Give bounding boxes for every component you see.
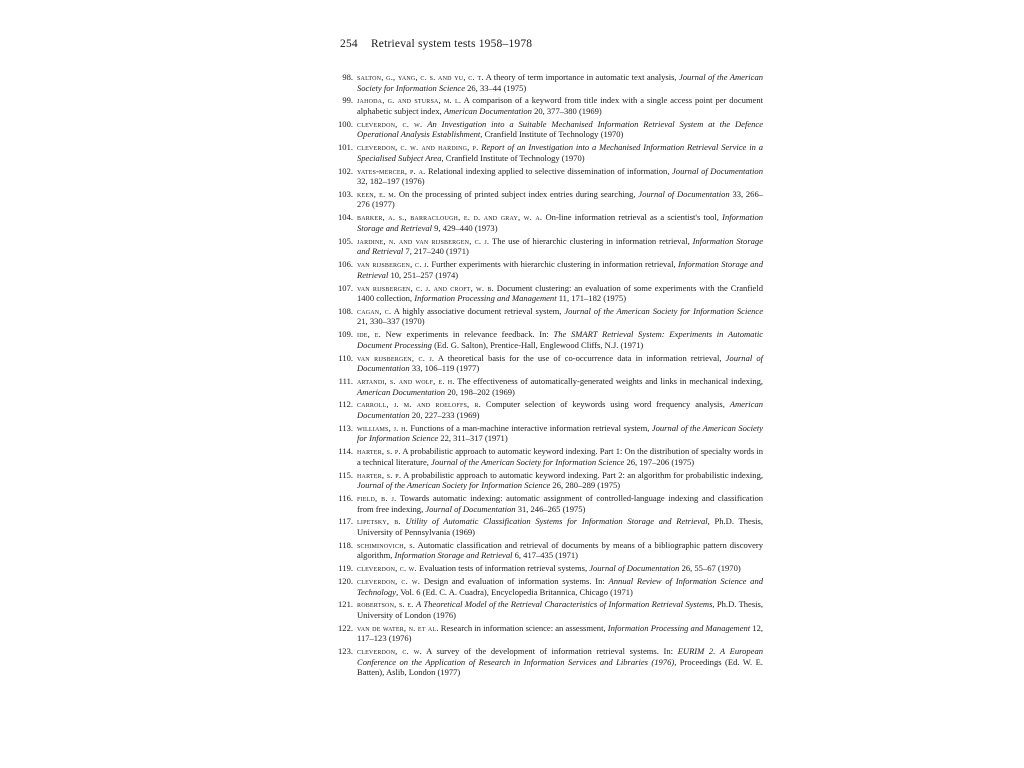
reference-source: Information Storage and Retrieval — [357, 235, 763, 257]
reference-text: Research in information science: an assessment, — [438, 622, 608, 633]
reference-text: A probabilistic approach to automatic keyword indexing. Part 1: On the distribution of specialty words in a technical literature, — [357, 446, 763, 467]
reference-text: A theoretical basis for the use of co-occurrence data in information retrieval, — [434, 352, 726, 363]
reference-authors: cleverdon, c. w. — [357, 118, 423, 129]
reference-text: Document clustering: an evaluation of some experiments with the Cranfield 1400 collection, — [357, 282, 763, 304]
reference-authors: artandi, s. and wolf, e. h. — [357, 376, 455, 387]
reference-details: 21, 330–337 (1970) — [357, 316, 425, 327]
reference-number: 116. — [338, 493, 353, 504]
reference-details: 9, 429–440 (1973) — [432, 222, 498, 233]
reference-number: 113. — [338, 422, 353, 433]
reference-number: 99. — [342, 95, 353, 106]
reference-source: A Theoretical Model of the Retrieval Characteristics of Information Retrieval Systems — [415, 599, 713, 610]
reference-source: Report of an Investigation into a Mechanised Information Retrieval Service in a Specialised Subject Area — [357, 142, 764, 163]
reference-number: 98. — [342, 72, 353, 82]
reference-text: On the processing of printed subject index entries during searching, — [396, 188, 639, 199]
reference-number: 111. — [338, 376, 353, 387]
reference-authors: cleverdon, c. w. — [357, 576, 421, 587]
reference-source: Utility of Automatic Classification Systems for Information Storage and Retrieval — [405, 516, 708, 527]
reference-entry — [331, 353, 763, 374]
reference-source: Journal of Documentation — [638, 188, 730, 199]
reference-details: 20, 198–202 (1969) — [445, 386, 515, 397]
reference-authors: cleverdon, c. w. — [357, 563, 417, 574]
reference-authors: van rijsbergen, c. j. and croft, w. b. — [357, 282, 494, 293]
reference-entry — [331, 259, 763, 280]
reference-authors: barker, a. s., barraclough, e. d. and gray, w. a. — [357, 212, 543, 223]
reference-entry — [331, 646, 763, 678]
reference-text: A theory of term importance in automatic text analysis, — [483, 72, 679, 82]
reference-authors: harter, s. p. — [357, 469, 402, 480]
reference-source: Information Storage and Retrieval — [357, 259, 763, 280]
reference-source: Journal of the American Society for Information Science — [357, 422, 763, 444]
reference-text: A survey of the development of information retrieval systems. In: — [421, 646, 678, 657]
reference-details: 26, 280–289 (1975) — [550, 480, 621, 491]
reference-authors: robertson, s. e. — [357, 599, 414, 610]
reference-authors: van rijsbergen, c. j. — [357, 259, 429, 270]
reference-entry — [331, 72, 763, 93]
reference-entry — [331, 470, 763, 491]
reference-entry — [331, 329, 763, 350]
reference-text: New experiments in relevance feedback. In: — [381, 329, 554, 340]
reference-details: , Proceedings (Ed. W. E. Batten), Aslib, London (1977) — [357, 656, 763, 678]
reference-text: Relational indexing applied to selective dissemination of information, — [425, 165, 672, 176]
reference-text: Evaluation tests of information retrieval systems, — [416, 563, 590, 574]
reference-source: Journal of the American Society for Information Science — [564, 305, 764, 316]
reference-authors: van de water, n. et al. — [357, 622, 439, 633]
reference-details: 10, 251–257 (1974) — [388, 269, 459, 280]
reference-text: Design and evaluation of information systems. In: — [420, 576, 609, 587]
reference-authors: van rijsbergen, c. j. — [357, 352, 435, 363]
reference-number: 100. — [338, 118, 353, 129]
reference-entry — [331, 142, 763, 163]
reference-entry — [331, 599, 763, 620]
reference-authors: carroll, j. m. and roeloffs, r. — [357, 399, 481, 410]
reference-number: 108. — [338, 305, 353, 316]
reference-text: Towards automatic indexing: automatic assignment of controlled-language indexing and classification from free indexing, — [357, 493, 763, 514]
reference-source: Journal of the American Society for Information Science — [357, 72, 763, 93]
reference-source: Information Storage and Retrieval — [357, 212, 763, 233]
reference-entry — [331, 95, 763, 116]
reference-entry — [331, 516, 763, 537]
reference-details: , Vol. 6 (Ed. C. A. Cuadra), Encyclopedia Britannica, Chicago (1971) — [396, 586, 633, 597]
reference-details: 12, 117–123 (1976) — [357, 622, 763, 644]
reference-details: 7, 217–240 (1971) — [403, 246, 469, 257]
reference-details: , Cranfield Institute of Technology (1970) — [480, 129, 624, 140]
reference-authors: cleverdon, c. w. — [357, 646, 422, 657]
reference-details: 20, 377–380 (1969) — [531, 105, 602, 116]
reference-entry — [331, 119, 763, 140]
reference-source: Journal of the American Society for Information Science — [431, 456, 625, 467]
reference-authors: jahoda, g. and stursa, m. l. — [357, 95, 462, 106]
reference-text: The effectiveness of automatically-generated weights and links in mechanical indexing, — [454, 376, 764, 387]
reference-number: 110. — [338, 352, 353, 363]
reference-authors: keen, e. m. — [357, 188, 397, 199]
reference-authors: cagan, c. — [357, 305, 392, 316]
reference-authors: harter, s. p. — [357, 446, 401, 457]
reference-entry — [331, 306, 763, 327]
reference-source: Journal of Documentation — [589, 563, 680, 574]
reference-source: An Investigation into a Suitable Mechanised Information Retrieval System at the Defence Operational Analysis Establishment — [357, 118, 763, 140]
reference-text: A probabilistic approach to automatic keyword indexing. Part 2: an algorithm for probabilistic indexing, — [401, 469, 763, 480]
reference-text: Automatic classification and retrieval of documents by means of a bibliographic pattern discovery algorithm, — [357, 539, 763, 561]
reference-source: Journal of the American Society for Information Science — [357, 480, 551, 491]
reference-entry — [331, 623, 763, 644]
reference-text: A highly associative document retrieval system, — [391, 305, 565, 316]
reference-entry — [331, 493, 763, 514]
reference-authors: williams, j. h. — [357, 422, 408, 433]
reference-authors: yates-mercer, p. a. — [357, 165, 426, 176]
reference-number: 119. — [338, 563, 353, 574]
reference-number: 105. — [338, 235, 353, 246]
reference-source: Information Processing and Management — [414, 293, 557, 304]
reference-details: , Ph.D. Thesis, University of London (1976) — [357, 599, 764, 620]
page-number: 254 — [340, 38, 358, 50]
reference-text: On-line information retrieval as a scientist's tool, — [542, 212, 723, 223]
reference-source: Information Processing and Management — [607, 622, 751, 633]
reference-text: The use of hierarchic clustering in information retrieval, — [489, 235, 693, 246]
reference-source: EURIM 2. A European Conference on the Application of Research in Information Services and Libraries (1976) — [357, 646, 763, 667]
reference-authors: jardine, n. and van rijsbergen, c. j. — [357, 235, 490, 246]
reference-authors: salton, g., yang, c. s. and yu, c. t. — [357, 72, 484, 82]
reference-authors: ide, e. — [357, 329, 382, 340]
running-head — [340, 38, 532, 50]
reference-details: 6, 417–435 (1971) — [512, 550, 579, 561]
reference-entry — [331, 576, 763, 597]
reference-entry — [331, 283, 763, 304]
reference-list — [331, 72, 763, 680]
reference-authors: schiminovich, s. — [357, 539, 416, 550]
reference-authors: cleverdon, c. w. and harding, p. — [357, 142, 479, 153]
reference-details: 31, 246–265 (1975) — [515, 503, 586, 514]
reference-number: 117. — [338, 516, 353, 527]
reference-entry — [331, 376, 763, 397]
reference-details: 33, 266–276 (1977) — [357, 188, 763, 210]
reference-details: (Ed. G. Salton), Prentice-Hall, Englewood Cliffs, N.J. (1971) — [431, 339, 644, 350]
reference-number: 115. — [338, 469, 353, 480]
reference-details: 22, 311–317 (1971) — [438, 433, 508, 444]
reference-number: 106. — [338, 259, 353, 270]
reference-source: Journal of Documentation — [672, 165, 763, 176]
reference-details: , Cranfield Institute of Technology (1970) — [441, 152, 585, 163]
reference-number: 123. — [338, 646, 353, 657]
reference-entry — [331, 399, 763, 420]
reference-source: The SMART Retrieval System: Experiments in Automatic Document Processing — [357, 329, 763, 350]
reference-entry — [331, 423, 763, 444]
reference-number: 103. — [338, 188, 353, 199]
reference-text: Further experiments with hierarchic clustering in information retrieval, — [428, 259, 678, 270]
reference-number: 118. — [338, 539, 353, 550]
reference-text: Computer selection of keywords using word frequency analysis, — [480, 399, 730, 410]
reference-entry — [331, 189, 763, 210]
reference-source: Information Storage and Retrieval — [394, 550, 513, 561]
reference-number: 102. — [338, 165, 353, 176]
reference-authors: field, b. j. — [357, 493, 397, 504]
reference-source: Journal of Documentation — [357, 352, 763, 374]
reference-details: 20, 227–233 (1969) — [409, 409, 480, 420]
reference-source: American Documentation — [357, 386, 446, 397]
reference-number: 121. — [338, 599, 353, 610]
reference-details: 32, 182–197 (1976) — [357, 176, 425, 187]
reference-number: 114. — [338, 446, 353, 457]
reference-number: 107. — [338, 282, 353, 293]
reference-number: 120. — [338, 576, 353, 587]
reference-number: 101. — [338, 142, 353, 153]
reference-source: Annual Review of Information Science and Technology — [357, 576, 763, 597]
reference-entry — [331, 166, 763, 187]
reference-authors: lipetsky, b. — [357, 516, 401, 527]
reference-number: 104. — [338, 212, 353, 223]
reference-entry — [331, 563, 763, 574]
reference-details: 26, 55–67 (1970) — [679, 563, 741, 574]
reference-entry — [331, 212, 763, 233]
reference-number: 109. — [338, 329, 353, 340]
reference-number: 112. — [338, 399, 353, 410]
running-head-title: Retrieval system tests 1958–1978 — [370, 38, 533, 50]
reference-details: 26, 197–206 (1975) — [624, 456, 695, 467]
reference-source: American Documentation — [443, 105, 532, 116]
reference-details: 11, 171–182 (1975) — [556, 293, 627, 304]
reference-details: 26, 33–44 (1975) — [465, 82, 527, 93]
reference-source: Journal of Documentation — [425, 503, 516, 514]
reference-entry — [331, 236, 763, 257]
reference-entry — [331, 540, 763, 561]
reference-text: Functions of a man-machine interactive information retrieval system, — [407, 422, 652, 433]
reference-details: 33, 106–119 (1977) — [409, 363, 480, 374]
reference-source: American Documentation — [357, 399, 763, 420]
reference-number: 122. — [338, 622, 353, 633]
reference-text: A comparison of a keyword from title index with a single access point per document alphabetic subject index, — [357, 95, 763, 116]
reference-details: , Ph.D. Thesis, University of Pennsylvania (1969) — [357, 516, 763, 537]
reference-entry — [331, 446, 763, 467]
